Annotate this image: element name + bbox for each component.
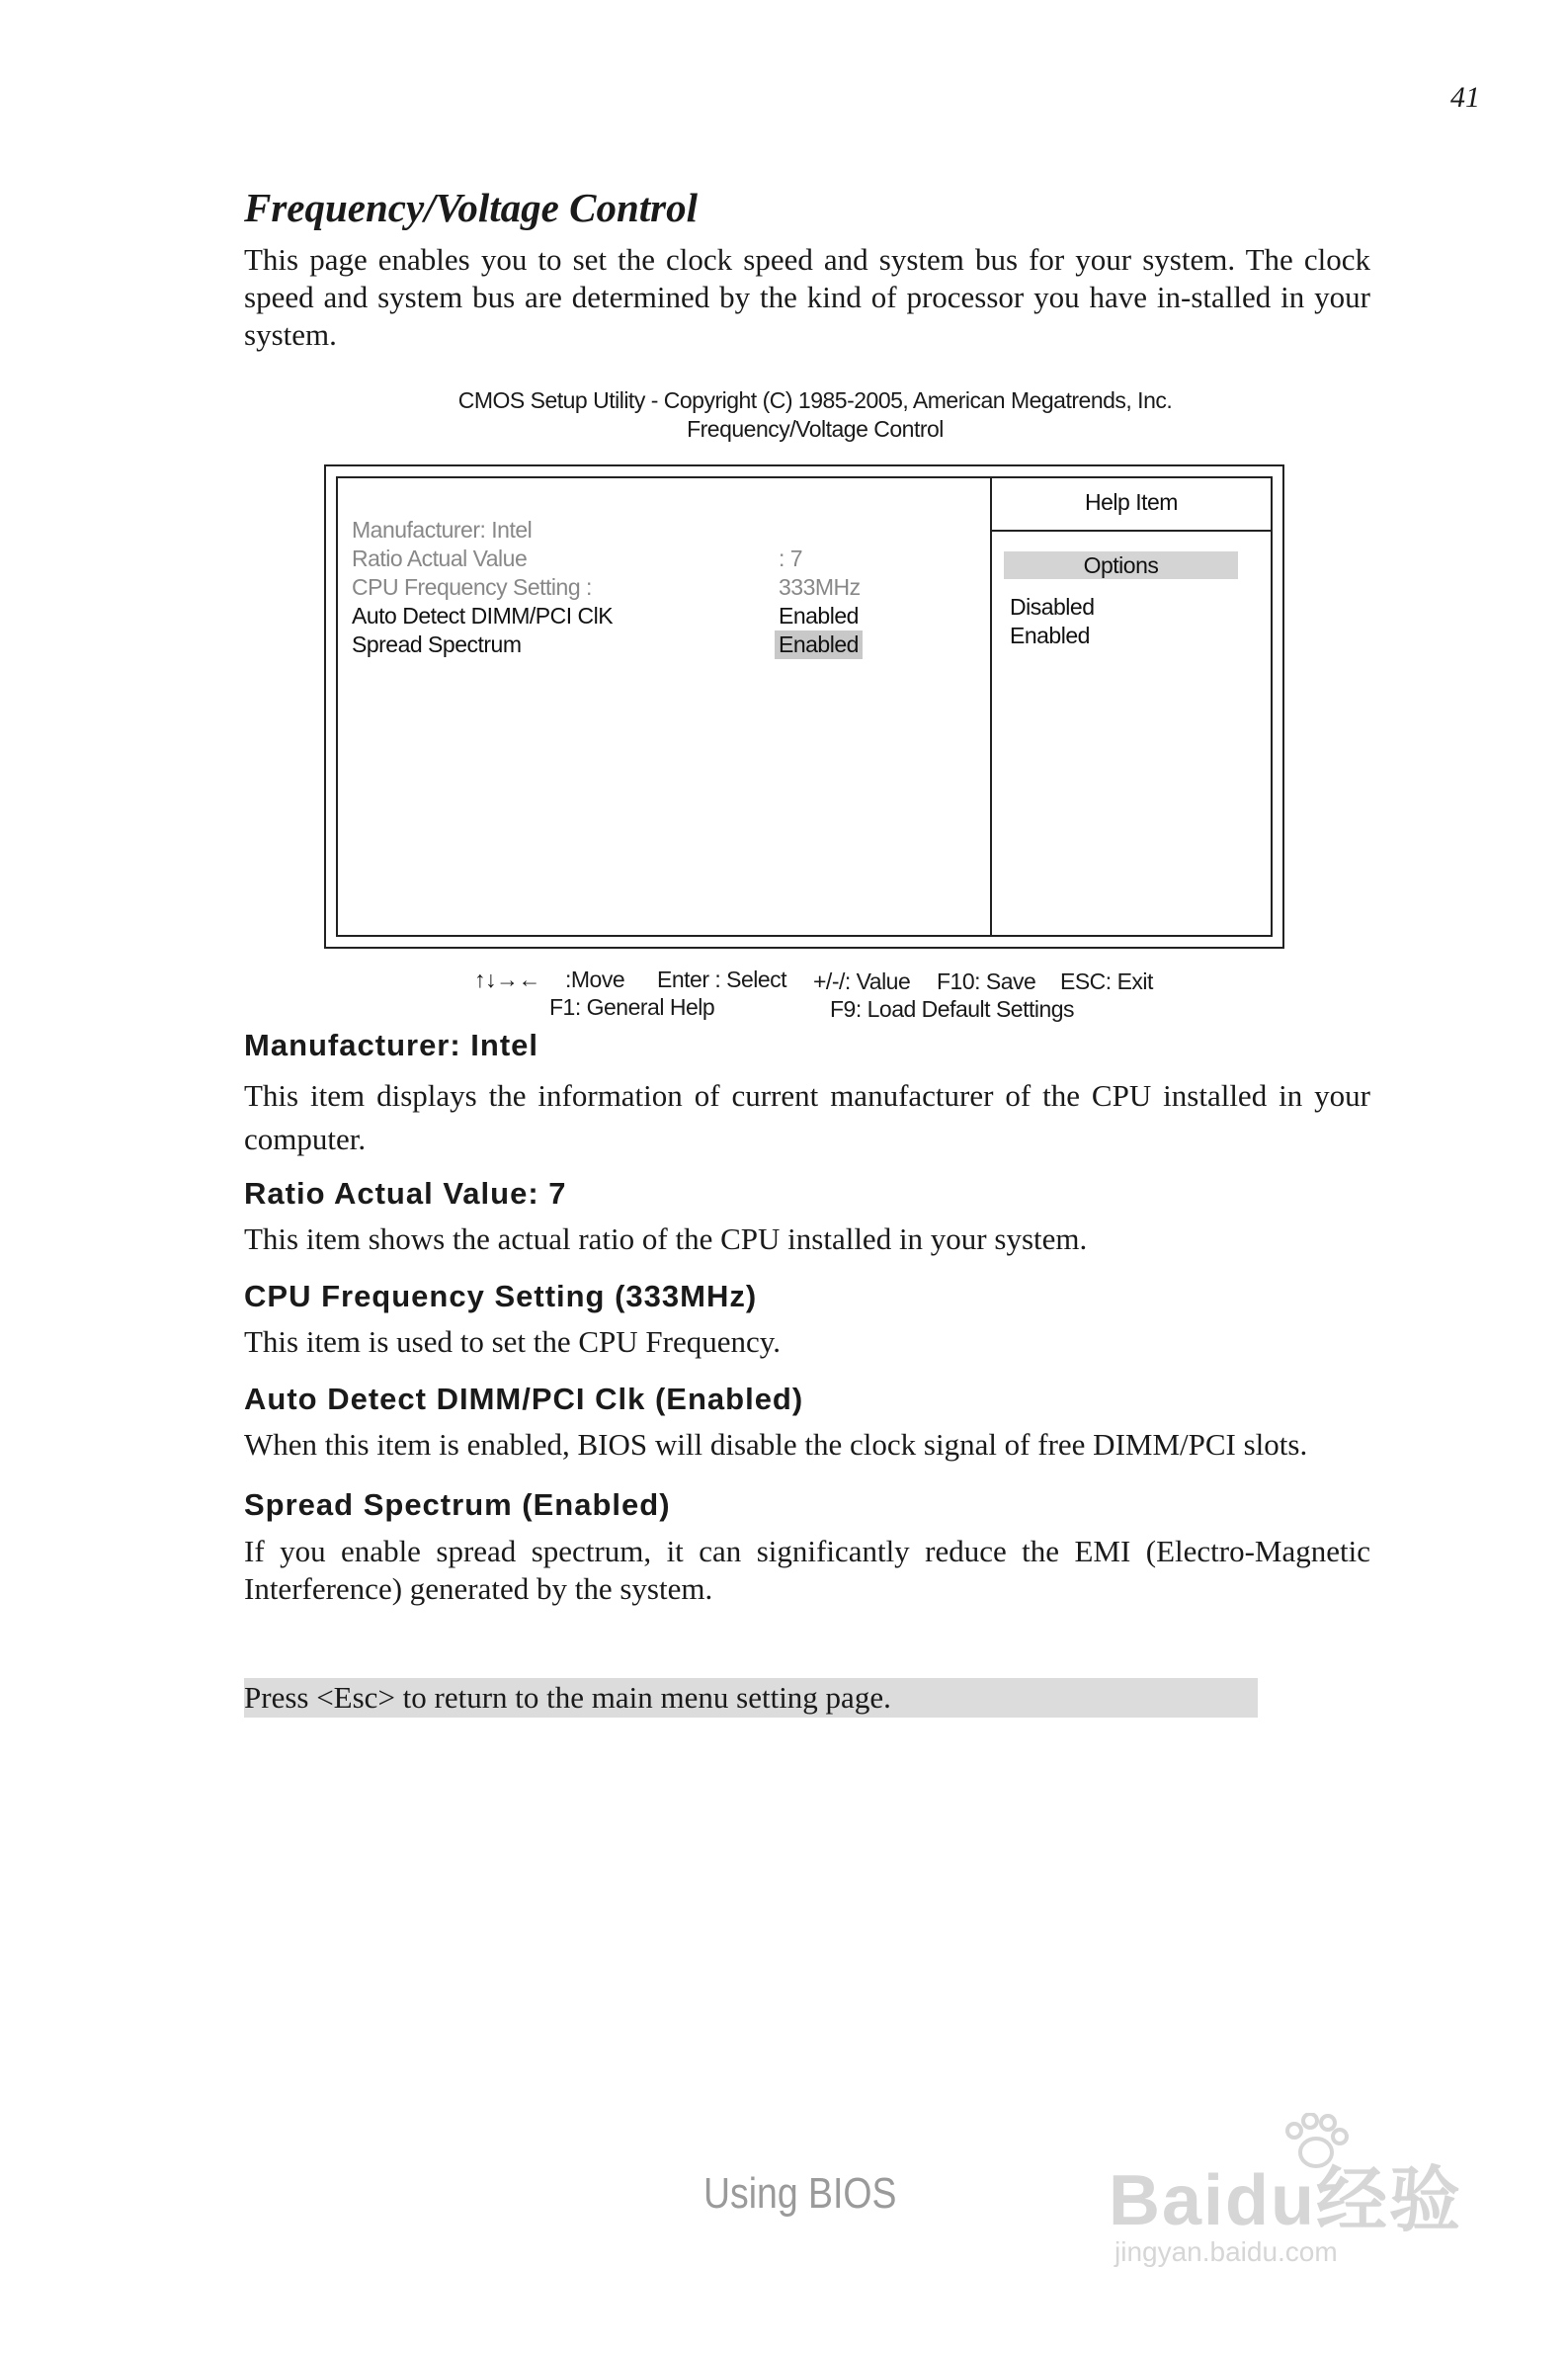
bios-screen-title: Frequency/Voltage Control <box>687 416 944 442</box>
bios-value-cpu-frequency: 333MHz <box>779 574 861 600</box>
help-divider <box>992 530 1271 532</box>
footer-title: Using BIOS <box>703 2169 897 2218</box>
options-header: Options <box>1004 551 1238 579</box>
option-disabled[interactable]: Disabled <box>1010 594 1095 620</box>
watermark-sub: jingyan.baidu.com <box>1114 2236 1338 2267</box>
bios-copyright: CMOS Setup Utility - Copyright (C) 1985-2005, American Megatrends, Inc. <box>457 387 1173 413</box>
bios-item-ratio: Ratio Actual Value <box>352 546 528 571</box>
desc-spread-spectrum: If you enable spread spectrum, it can significantly reduce the EMI (Electro-Magnetic Interference) generated by the system. <box>244 1534 1370 1606</box>
desc-ratio: This item shows the actual ratio of the CPU installed in your system. <box>244 1221 1088 1256</box>
bios-screen <box>324 464 1284 949</box>
bios-item-cpu-frequency: CPU Frequency Setting : <box>352 574 592 600</box>
esc-note: Press <Esc> to return to the main menu setting page. <box>244 1678 1258 1718</box>
nav-help: F1: General Help <box>549 994 715 1020</box>
nav-exit: ESC: Exit <box>1060 968 1153 994</box>
nav-save: F10: Save <box>937 968 1036 994</box>
nav-value: +/-/: Value <box>813 968 911 994</box>
bios-divider <box>990 478 992 935</box>
bios-item-auto-detect[interactable]: Auto Detect DIMM/PCI ClK <box>352 603 614 629</box>
bios-value-auto-detect[interactable]: Enabled <box>779 603 859 629</box>
bios-value-spread-spectrum[interactable]: Enabled <box>775 630 863 659</box>
option-enabled[interactable]: Enabled <box>1010 623 1090 648</box>
nav-defaults: F9: Load Default Settings <box>830 996 1075 1022</box>
desc-cpu-frequency: This item is used to set the CPU Frequency. <box>244 1324 782 1359</box>
bios-item-manufacturer: Manufacturer: Intel <box>352 517 533 543</box>
intro-paragraph: This page enables you to set the clock speed and system bus for your system. The clock speed and system bus are determined by the kind of processor you have in-stalled in your system. <box>244 242 1370 352</box>
baidu-watermark <box>1109 2113 1464 2281</box>
help-item-title: Help Item <box>1085 489 1178 515</box>
bios-item-spread-spectrum[interactable]: Spread Spectrum <box>352 631 522 657</box>
desc-manufacturer: This item displays the information of current manufacturer of the CPU installed in your computer. <box>244 1078 1370 1156</box>
section-title: Frequency/Voltage Control <box>244 185 699 230</box>
nav-move: :Move <box>565 966 625 992</box>
page-number: 41 <box>1450 81 1480 114</box>
heading-cpu-frequency: CPU Frequency Setting (333MHz) <box>244 1279 758 1313</box>
heading-ratio: Ratio Actual Value: 7 <box>244 1176 567 1211</box>
nav-enter: Enter : Select <box>657 966 787 992</box>
heading-auto-detect: Auto Detect DIMM/PCI Clk (Enabled) <box>244 1382 804 1416</box>
watermark-main: Baidu经验 <box>1109 2161 1463 2240</box>
bios-inner-frame <box>336 476 1273 937</box>
desc-auto-detect: When this item is enabled, BIOS will disable the clock signal of free DIMM/PCI slots. <box>244 1427 1308 1462</box>
heading-manufacturer: Manufacturer: Intel <box>244 1028 539 1062</box>
heading-spread-spectrum: Spread Spectrum (Enabled) <box>244 1487 671 1522</box>
bios-value-ratio: : 7 <box>779 546 803 571</box>
nav-arrows-icon: ↑↓→← <box>474 966 540 992</box>
